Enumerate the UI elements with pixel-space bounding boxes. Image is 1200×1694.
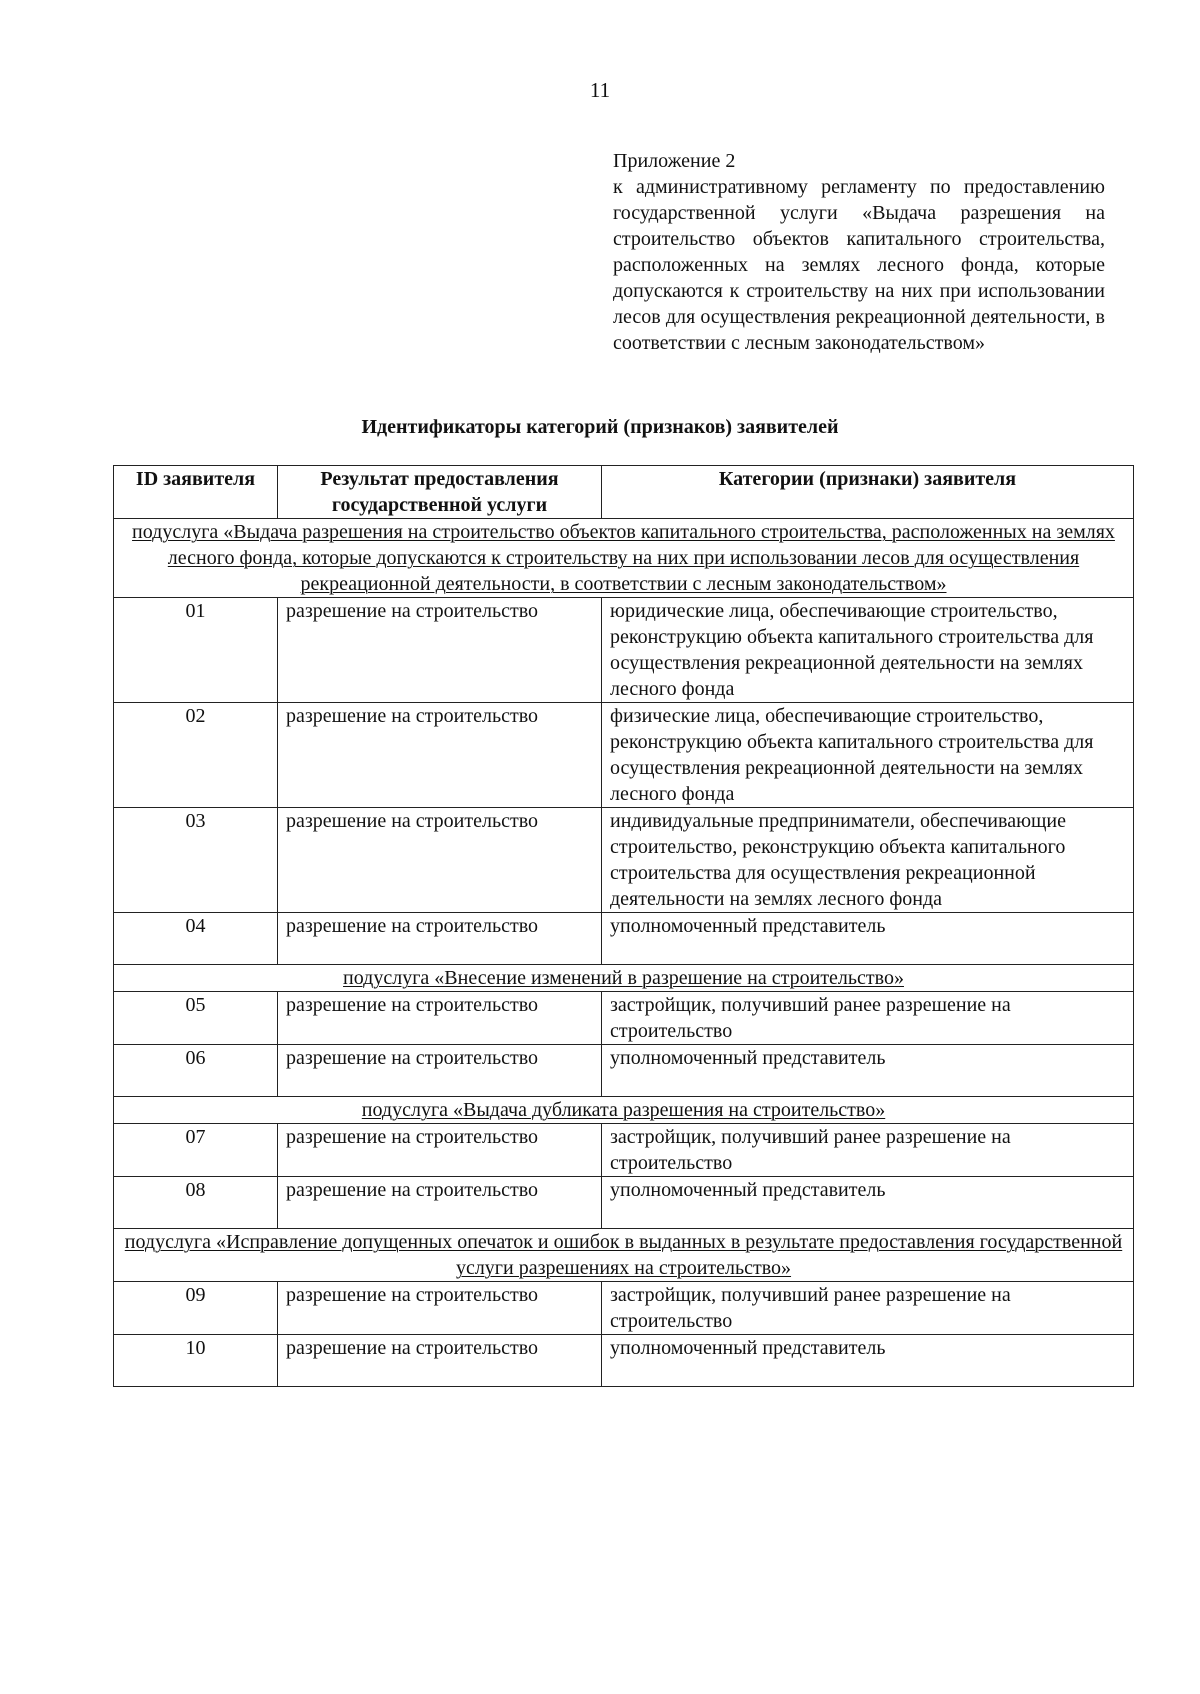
page-number: 11 [589, 78, 611, 102]
section-row [114, 965, 1134, 992]
cell-category: застройщик, получивший ранее разрешение на строительство [602, 992, 1134, 1045]
table-row [114, 913, 1134, 965]
section-title: подуслуга «Исправление допущенных опечаток и ошибок в выданных в результате предоставления государственной услуги разрешениях на строительство» [124, 1231, 1123, 1279]
cell-id: 04 [114, 913, 278, 965]
cell-id: 03 [114, 808, 278, 913]
cell-result: разрешение на строительство [278, 598, 602, 703]
cell-category: уполномоченный представитель [602, 1335, 1134, 1387]
section-row [114, 1229, 1134, 1282]
cell-id: 06 [114, 1045, 278, 1097]
cell-id: 09 [114, 1282, 278, 1335]
cell-result: разрешение на строительство [278, 1282, 602, 1335]
cell-result: разрешение на строительство [278, 703, 602, 808]
cell-category: физические лица, обеспечивающие строительство, реконструкцию объекта капитального строительства для осуществления рекреационной деятельности на землях лесного фонда [602, 703, 1134, 808]
cell-category: уполномоченный представитель [602, 1177, 1134, 1229]
cell-category: индивидуальные предприниматели, обеспечивающие строительство, реконструкцию объекта капитального строительства для осуществления рекреационной деятельности на землях лесного фонда [602, 808, 1134, 913]
table-row [114, 1045, 1134, 1097]
cell-result: разрешение на строительство [278, 913, 602, 965]
table-row [114, 598, 1134, 703]
cell-category: застройщик, получивший ранее разрешение на строительство [602, 1282, 1134, 1335]
table-row [114, 1282, 1134, 1335]
header-result: Результат предоставления государственной услуги [278, 466, 602, 519]
section-title: подуслуга «Внесение изменений в разрешение на строительство» [343, 967, 904, 989]
cell-id: 10 [114, 1335, 278, 1387]
cell-result: разрешение на строительство [278, 992, 602, 1045]
table-row [114, 808, 1134, 913]
table-row [114, 1177, 1134, 1229]
cell-category: юридические лица, обеспечивающие строительство, реконструкцию объекта капитального строительства для осуществления рекреационной деятельности на землях лесного фонда [602, 598, 1134, 703]
table-row [114, 1124, 1134, 1177]
section-row [114, 519, 1134, 598]
header-category: Категории (признаки) заявителя [602, 466, 1134, 519]
appendix-text: к административному регламенту по предоставлению государственной услуги «Выдача разрешения на строительство объектов капитального строительства, расположенных на землях лесного фонда, которые допускаются к строительству на них при использовании лесов для осуществления рекреационной деятельности, в соответствии с лесным законодательством» [613, 176, 1105, 354]
header-id: ID заявителя [114, 466, 278, 519]
table-row [114, 703, 1134, 808]
table-row [114, 1335, 1134, 1387]
cell-result: разрешение на строительство [278, 1124, 602, 1177]
document-title: Идентификаторы категорий (признаков) заявителей [361, 416, 839, 438]
appendix-block [613, 148, 1105, 356]
cell-result: разрешение на строительство [278, 1335, 602, 1387]
table-header-row [114, 466, 1134, 519]
table-row [114, 992, 1134, 1045]
section-row [114, 1097, 1134, 1124]
cell-id: 07 [114, 1124, 278, 1177]
cell-id: 02 [114, 703, 278, 808]
cell-result: разрешение на строительство [278, 1177, 602, 1229]
applicant-categories-table [113, 465, 1134, 1387]
cell-category: уполномоченный представитель [602, 1045, 1134, 1097]
cell-result: разрешение на строительство [278, 1045, 602, 1097]
cell-category: уполномоченный представитель [602, 913, 1134, 965]
cell-category: застройщик, получивший ранее разрешение на строительство [602, 1124, 1134, 1177]
section-title: подуслуга «Выдача разрешения на строительство объектов капитального строительства, расположенных на землях лесного фонда, которые допускаются к строительству на них при использовании лесов для осуществления рекреационной деятельности, в соответствии с лесным законодательством» [132, 521, 1115, 595]
appendix-title: Приложение 2 [613, 150, 736, 172]
cell-id: 01 [114, 598, 278, 703]
cell-id: 05 [114, 992, 278, 1045]
cell-result: разрешение на строительство [278, 808, 602, 913]
cell-id: 08 [114, 1177, 278, 1229]
section-title: подуслуга «Выдача дубликата разрешения на строительство» [361, 1099, 886, 1121]
